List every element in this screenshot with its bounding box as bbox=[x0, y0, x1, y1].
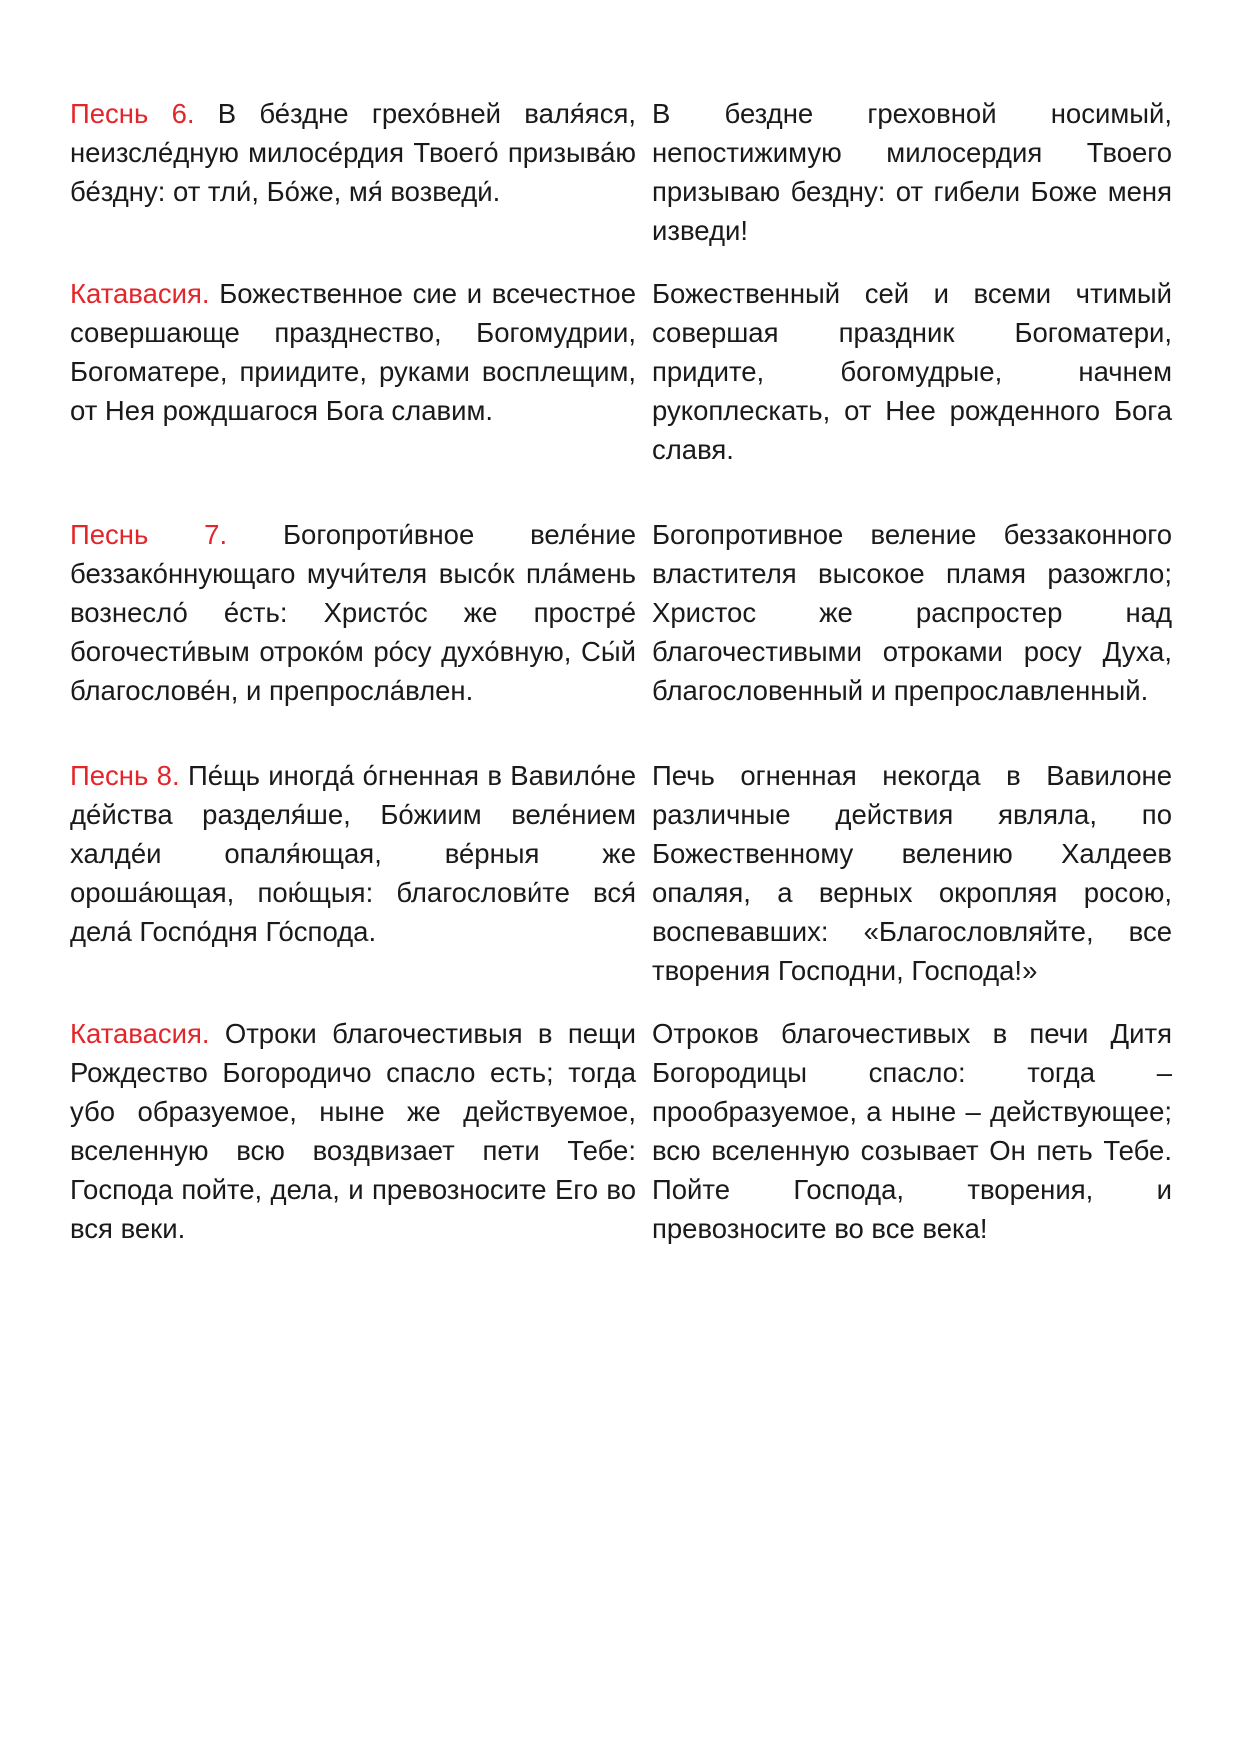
section-katavasia-6 bbox=[70, 274, 1172, 469]
document-page bbox=[70, 94, 1172, 1272]
slavonic-column bbox=[70, 274, 636, 469]
russian-column bbox=[652, 274, 1172, 469]
section-label: Песнь 6. bbox=[70, 98, 195, 129]
slavonic-text: Пе́щь иногда́ о́гненная в Вавило́не де́йства разделя́ше, Бо́жиим веле́нием халде́и опаля́ющая, ве́рныя же ороша́ющая, пою́щыя: благослови́те вся́ дела́ Госпо́дня Го́спода. bbox=[70, 760, 637, 947]
slavonic-column bbox=[70, 756, 636, 990]
russian-paragraph: Отроков благочестивых в печи Дитя Богородицы спасло: тогда – прообразуемое, а ныне – действующее; всю вселенную созывает Он петь Тебе. Пойте Господа, творения, и превозносите во все века! bbox=[652, 1018, 1172, 1244]
russian-column bbox=[652, 1014, 1172, 1248]
slavonic-paragraph bbox=[70, 1014, 636, 1248]
section-song-8 bbox=[70, 756, 1172, 990]
russian-column bbox=[652, 94, 1172, 250]
russian-paragraph: В бездне греховной носимый, непостижимую милосердия Твоего призываю бездну: от гибели Боже меня изведи! bbox=[652, 98, 1172, 246]
section-song-6 bbox=[70, 94, 1172, 250]
russian-column bbox=[652, 756, 1172, 990]
slavonic-column bbox=[70, 94, 636, 250]
russian-column bbox=[652, 515, 1172, 710]
section-song-7 bbox=[70, 515, 1172, 710]
slavonic-paragraph bbox=[70, 515, 636, 710]
section-label: Песнь 8. bbox=[70, 760, 180, 791]
russian-paragraph: Печь огненная некогда в Вавилоне различные действия являла, по Божественному велению Халдеев опаляя, а верных окропляя росою, воспевавших: «Благословляйте, все творения Господни, Господа!» bbox=[652, 760, 1172, 986]
slavonic-text: Отроки благочестивыя в пещи Рождество Богородичо спасло есть; тогда убо образуемое, ныне же действуемое, вселенную всю воздвизает пети Тебе: Господа пойте, дела, и превозносите Его во вся веки. bbox=[70, 1018, 636, 1244]
slavonic-text: Божественное сие и всечестное совершающе празднество, Богомудрии, Богоматере, приидите, руками восплещим, от Нея рождшагося Бога славим. bbox=[70, 278, 636, 426]
russian-paragraph: Богопротивное веление беззаконного властителя высокое пламя разожгло; Христос же распростер над благочестивыми отроками росу Духа, благословенный и препрославленный. bbox=[652, 519, 1172, 706]
section-katavasia-8 bbox=[70, 1014, 1172, 1248]
slavonic-column bbox=[70, 515, 636, 710]
slavonic-text: Богопроти́вное веле́ние беззако́ннующаго мучи́теля высо́к пла́мень вознесло́ е́сть: Христо́с же простре́ богочести́вым отроко́м ро́су духо́вную, Сы́й благослове́н, и препросла́влен. bbox=[70, 519, 636, 706]
slavonic-column bbox=[70, 1014, 636, 1248]
russian-paragraph: Божественный сей и всеми чтимый совершая праздник Богоматери, придите, богомудрые, начнем рукоплескать, от Нее рожденного Бога славя. bbox=[652, 278, 1172, 465]
slavonic-paragraph bbox=[70, 274, 636, 430]
slavonic-text: В бе́здне грехо́вней валя́яся, неизсле́дную милосе́рдия Твоего́ призыва́ю бе́здну: от тли́, Бо́же, мя́ возведи́. bbox=[70, 98, 636, 207]
section-label: Песнь 7. bbox=[70, 519, 228, 550]
slavonic-paragraph bbox=[70, 94, 636, 211]
slavonic-paragraph bbox=[70, 756, 636, 951]
section-label: Катавасия. bbox=[70, 1018, 210, 1049]
section-label: Катавасия. bbox=[70, 278, 210, 309]
